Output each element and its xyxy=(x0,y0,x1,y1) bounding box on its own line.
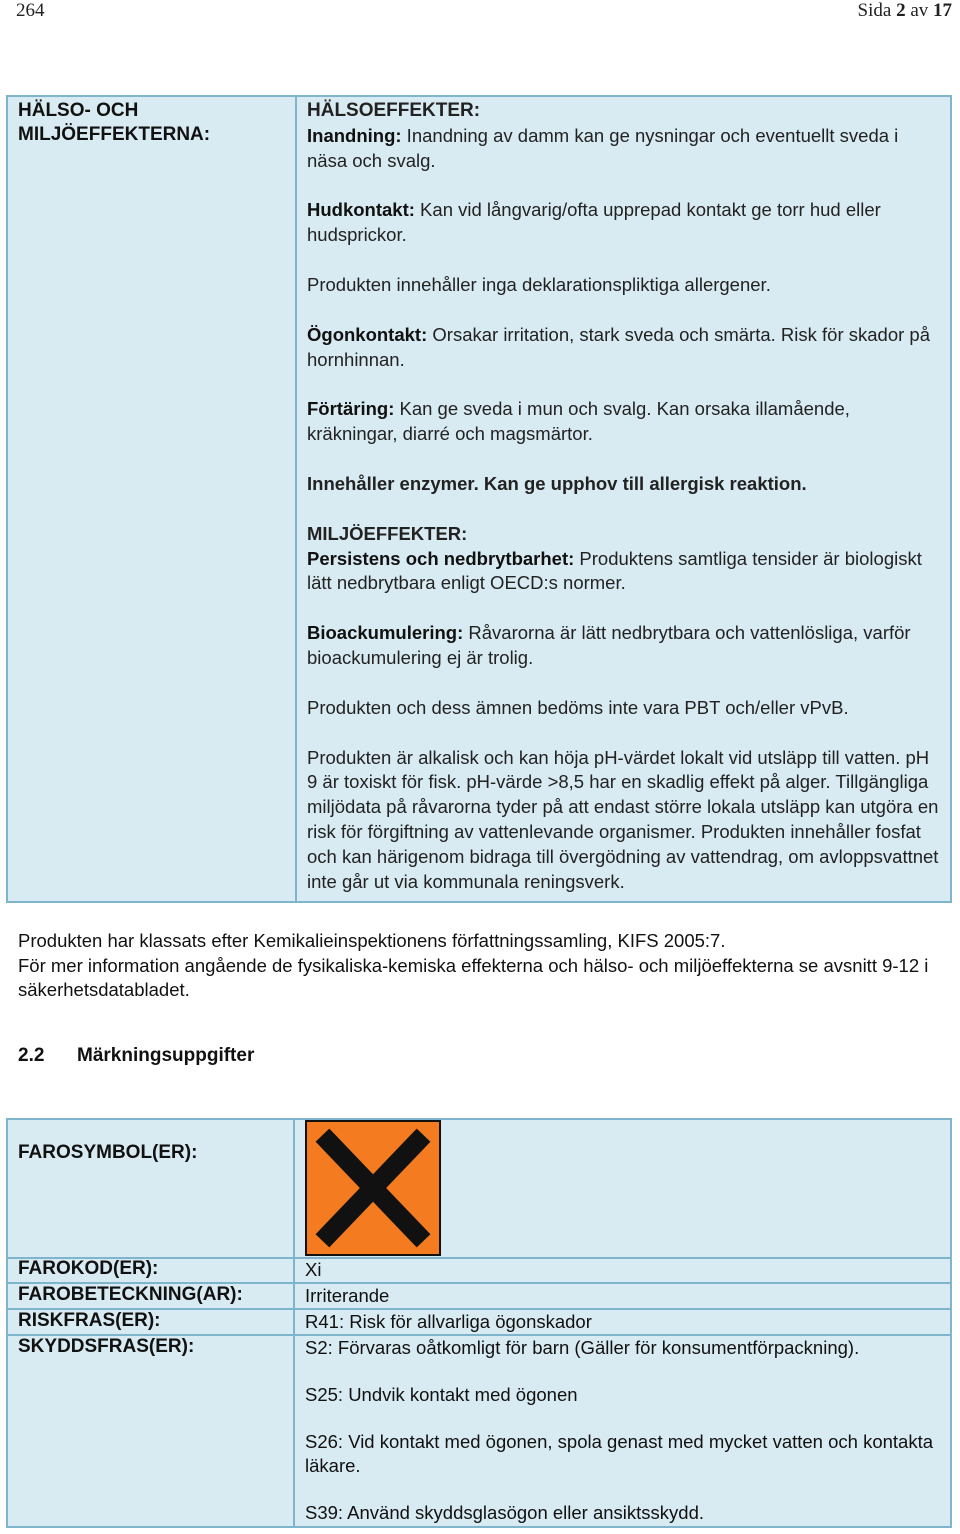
hazard-designation-label: FAROBETECKNING(AR): xyxy=(18,1284,243,1305)
risk-phrase-value: R41: Risk för allvarliga ögonskador xyxy=(305,1311,592,1332)
enzymes-warning: Innehåller enzymer. Kan ge upphov till allergisk reaktion. xyxy=(307,472,807,494)
inhalation-paragraph xyxy=(307,124,943,174)
bioaccumulation-label: Bioackumulering: xyxy=(307,622,464,644)
classification-text: Produkten har klassats efter Kemikalieinspektionens författningssamling, KIFS 2005:7. xyxy=(18,930,726,951)
environment-effects-title: MILJÖEFFEKTER: xyxy=(307,522,468,544)
skin-contact-text: Kan vid långvarig/ofta upprepad kontakt ge torr hud eller hudsprickor. xyxy=(307,199,881,246)
bioaccumulation-text: Råvarorna är lätt nedbrytbara och vattenlösliga, varför bioackumulering ej är trolig. xyxy=(307,622,911,668)
safety-phrase-s26: S26: Vid kontakt med ögonen, spola genast med mycket vatten och kontakta läkare. xyxy=(305,1431,934,1476)
hazard-designation-value: Irriterande xyxy=(305,1285,390,1306)
table-divider xyxy=(293,1120,295,1526)
eye-contact-label: Ögonkontakt: xyxy=(307,323,428,345)
section-heading xyxy=(18,1045,254,1067)
skin-contact-label: Hudkontakt: xyxy=(307,199,415,221)
section-number: 2.2 xyxy=(18,1045,45,1066)
ingestion-label: Förtäring: xyxy=(307,398,395,420)
persistence-paragraph xyxy=(307,547,943,597)
alkaline-paragraph: Produkten är alkalisk och kan höja pH-värdet lokalt vid utsläpp till vatten. pH 9 är toxiskt för fisk. pH-värde >8,5 har en skadlig effekt på alger. Tillgängliga miljödata på råvarorna tyder på att endast större lokala utsläpp kan utgöra en risk för förgiftning av vattenlevande organismer. Produkten innehåller fosfat och kan härigenom bidraga till övergödning av vattendrag, om avloppsvattnet inte går ut via kommunala reningsverk. xyxy=(307,746,939,892)
more-info-text: För mer information angående de fysikaliska-kemiska effekterna och hälso- och miljöeffekterna se avsnitt 9-12 i säkerhetsdatabladet. xyxy=(18,954,929,1000)
hazard-code-value: Xi xyxy=(305,1259,322,1280)
effects-content xyxy=(307,97,943,894)
classification-notes xyxy=(18,929,948,1003)
page-indicator-total: 17 xyxy=(933,0,952,21)
safety-phrase-s25: S25: Undvik kontakt med ögonen xyxy=(305,1384,578,1405)
section-title: Märkningsuppgifter xyxy=(77,1045,255,1066)
health-effects-title: HÄLSOEFFEKTER: xyxy=(307,100,481,121)
labeling-table xyxy=(6,1118,952,1528)
pbt-paragraph: Produkten och dess ämnen bedöms inte vara PBT och/eller vPvB. xyxy=(307,696,849,718)
eye-contact-text: Orsakar irritation, stark sveda och smärta. Risk för skador på hornhinnan. xyxy=(307,323,931,370)
eye-contact-paragraph xyxy=(307,323,943,373)
ingestion-paragraph xyxy=(307,397,943,447)
risk-phrase-label: RISKFRAS(ER): xyxy=(18,1310,161,1331)
persistence-text: Produktens samtliga tensider är biologiskt lätt nedbrytbara enligt OECD:s normer. xyxy=(307,547,922,594)
health-environment-table xyxy=(6,95,952,903)
page-indicator-av: av xyxy=(910,0,929,21)
page-indicator xyxy=(858,0,952,22)
page-indicator-prefix: Sida xyxy=(857,0,892,21)
safety-phrase-label: SKYDDSFRAS(ER): xyxy=(18,1336,195,1357)
inhalation-label: Inandning: xyxy=(307,124,402,146)
table-divider xyxy=(295,97,297,901)
hazard-symbol-label: FAROSYMBOL(ER): xyxy=(18,1142,198,1163)
hazard-code-label: FAROKOD(ER): xyxy=(18,1258,159,1279)
page-indicator-current: 2 xyxy=(896,0,906,21)
effects-row-label: HÄLSO- OCH MILJÖEFFEKTERNA: xyxy=(18,100,211,145)
safety-phrase-s39: S39: Använd skyddsglasögon eller ansiktsskydd. xyxy=(305,1502,705,1523)
skin-contact-paragraph xyxy=(307,198,943,248)
safety-phrase-s2: S2: Förvaras oåtkomligt för barn (Gäller för konsumentförpackning). xyxy=(305,1337,860,1358)
page-number: 264 xyxy=(16,0,45,21)
persistence-label: Persistens och nedbrytbarhet: xyxy=(307,547,575,569)
inhalation-text: Inandning av damm kan ge nysningar och eventuellt sveda i näsa och svalg. xyxy=(307,124,899,171)
bioaccumulation-paragraph xyxy=(307,621,943,671)
harmful-x-pictogram-icon xyxy=(305,1120,441,1256)
ingestion-text: Kan ge sveda i mun och svalg. Kan orsaka illamående, kräkningar, diarré och magsmärtor. xyxy=(307,398,850,445)
allergens-paragraph: Produkten innehåller inga deklarationspliktiga allergener. xyxy=(307,273,771,295)
